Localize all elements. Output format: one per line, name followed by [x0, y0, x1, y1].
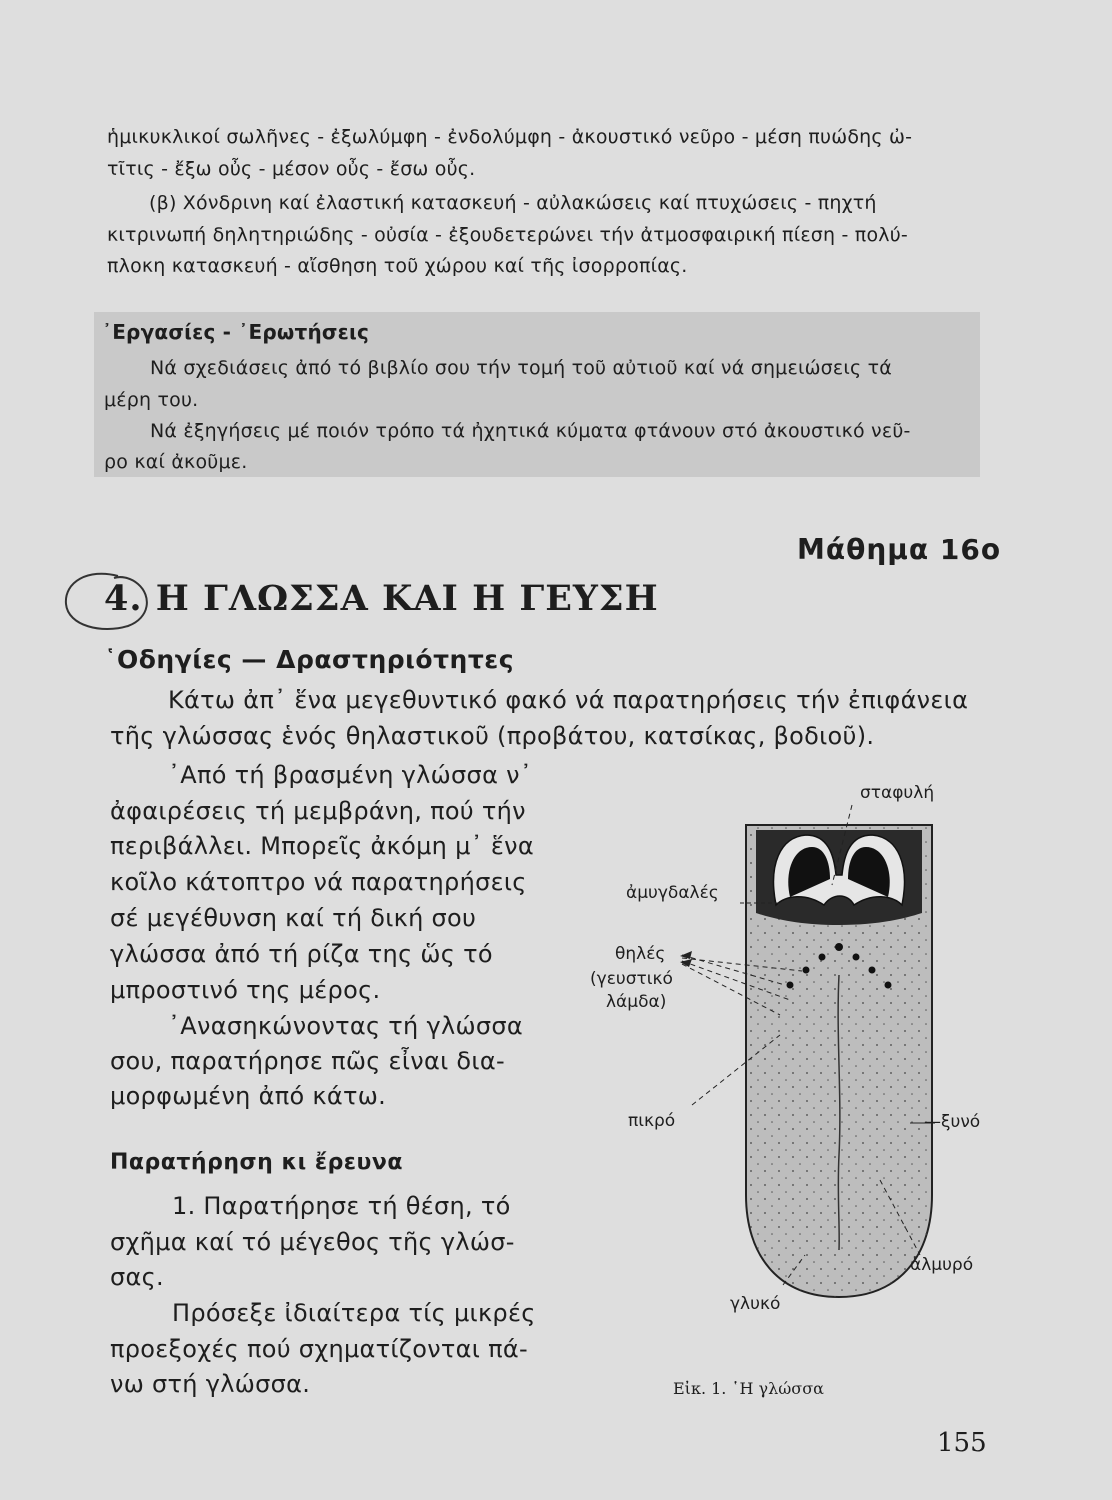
- text-line: σέ μεγέθυνση καί τή δική σου: [110, 904, 477, 932]
- text-line: ρο καί ἀκοῦμε.: [104, 451, 248, 473]
- text-line: μορφωμένη ἀπό κάτω.: [110, 1082, 387, 1110]
- text-line: σου, παρατήρησε πῶς εἶναι δια-: [110, 1047, 505, 1075]
- lesson-label: Μάθημα 16ο: [797, 533, 1002, 566]
- text-line: μέρη του.: [104, 389, 199, 411]
- text-line: γλώσσα ἀπό τή ρίζα της ὥς τό: [110, 940, 493, 968]
- text-line: κιτρινωπή δηλητηριώδης - οὐσία - ἐξουδετερώνει τήν ἀτμοσφαιρική πίεση - πολύ-: [107, 224, 908, 246]
- text-line: Κάτω ἀπ᾿ ἕνα μεγεθυντικό φακό νά παρατηρήσεις τήν ἐπιφάνεια: [168, 686, 969, 714]
- text-line: σχῆμα καί τό μέγεθος τῆς γλώσ-: [110, 1228, 515, 1256]
- text-line: Νά σχεδιάσεις ἀπό τό βιβλίο σου τήν τομή τοῦ αὐτιοῦ καί νά σημειώσεις τά: [150, 357, 892, 379]
- text-line: τῆς γλώσσας ἑνός θηλαστικοῦ (προβάτου, κατσίκας, βοδιοῦ).: [110, 722, 875, 750]
- text-line: σας.: [110, 1263, 164, 1291]
- text-line: (β) Χόνδρινη καί ἐλαστική κατασκευή - αὐλακώσεις καί πτυχώσεις - πηχτή: [149, 192, 877, 214]
- chapter-title: 4. Η ΓΛΩΣΣΑ ΚΑΙ Η ΓΕΥΣΗ: [104, 578, 659, 619]
- text-line: μπροστινό της μέρος.: [110, 976, 381, 1004]
- text-line: τῖτις - ἔξω οὖς - μέσον οὖς - ἔσω οὖς.: [107, 158, 476, 180]
- text-line: ᾿Ανασηκώνοντας τή γλώσσα: [168, 1012, 524, 1040]
- tongue-diagram: [580, 775, 1000, 1325]
- text-line: ἀφαιρέσεις τή μεμβράνη, πού τήν: [110, 797, 526, 825]
- text-line: Πρόσεξε ἰδιαίτερα τίς μικρές: [172, 1299, 536, 1327]
- label-bitter: πικρό: [628, 1111, 676, 1131]
- label-papillae: λάμδα): [606, 992, 667, 1012]
- figure-caption: Εἰκ. 1. ῾Η γλώσσα: [673, 1379, 824, 1398]
- text-line: κοῖλο κάτοπτρο νά παρατηρήσεις: [110, 868, 527, 896]
- label-tonsils: ἀμυγδαλές: [626, 883, 719, 903]
- text-line: πλοκη κατασκευή - αἴσθηση τοῦ χώρου καί τῆς ἰσορροπίας.: [107, 255, 688, 277]
- page-number: 155: [937, 1428, 987, 1458]
- label-sour: —ξυνό: [924, 1112, 981, 1132]
- label-salty: ἁλμυρό: [910, 1255, 974, 1275]
- instructions-heading: ῾Οδηγίες — Δραστηριότητες: [104, 645, 515, 674]
- label-uvula: σταφυλή: [860, 783, 935, 803]
- text-line: ᾿Από τή βρασμένη γλώσσα ν᾿: [168, 761, 533, 789]
- text-line: Νά ἐξηγήσεις μέ ποιόν τρόπο τά ἠχητικά κύματα φτάνουν στό ἀκουστικό νεῦ-: [150, 420, 911, 442]
- text-line: περιβάλλει. Μπορεῖς ἀκόμη μ᾿ ἕνα: [110, 832, 535, 860]
- text-line: προεξοχές πού σχηματίζονται πά-: [110, 1335, 528, 1363]
- exercises-heading: ᾿Εργασίες - ᾿Ερωτήσεις: [102, 320, 370, 344]
- text-line: ἡμικυκλικοί σωλῆνες - ἐξωλύμφη - ἐνδολύμφη - ἀκουστικό νεῦρο - μέση πυώδης ὠ-: [107, 126, 913, 148]
- label-sweet: γλυκό: [730, 1294, 781, 1314]
- label-papillae: (γευστικό: [590, 969, 673, 989]
- label-papillae: θηλές: [615, 944, 666, 964]
- text-line: νω στή γλώσσα.: [110, 1370, 311, 1398]
- observation-heading: Παρατήρηση κι ἔρευνα: [110, 1150, 404, 1175]
- text-line: 1. Παρατήρησε τή θέση, τό: [172, 1192, 511, 1220]
